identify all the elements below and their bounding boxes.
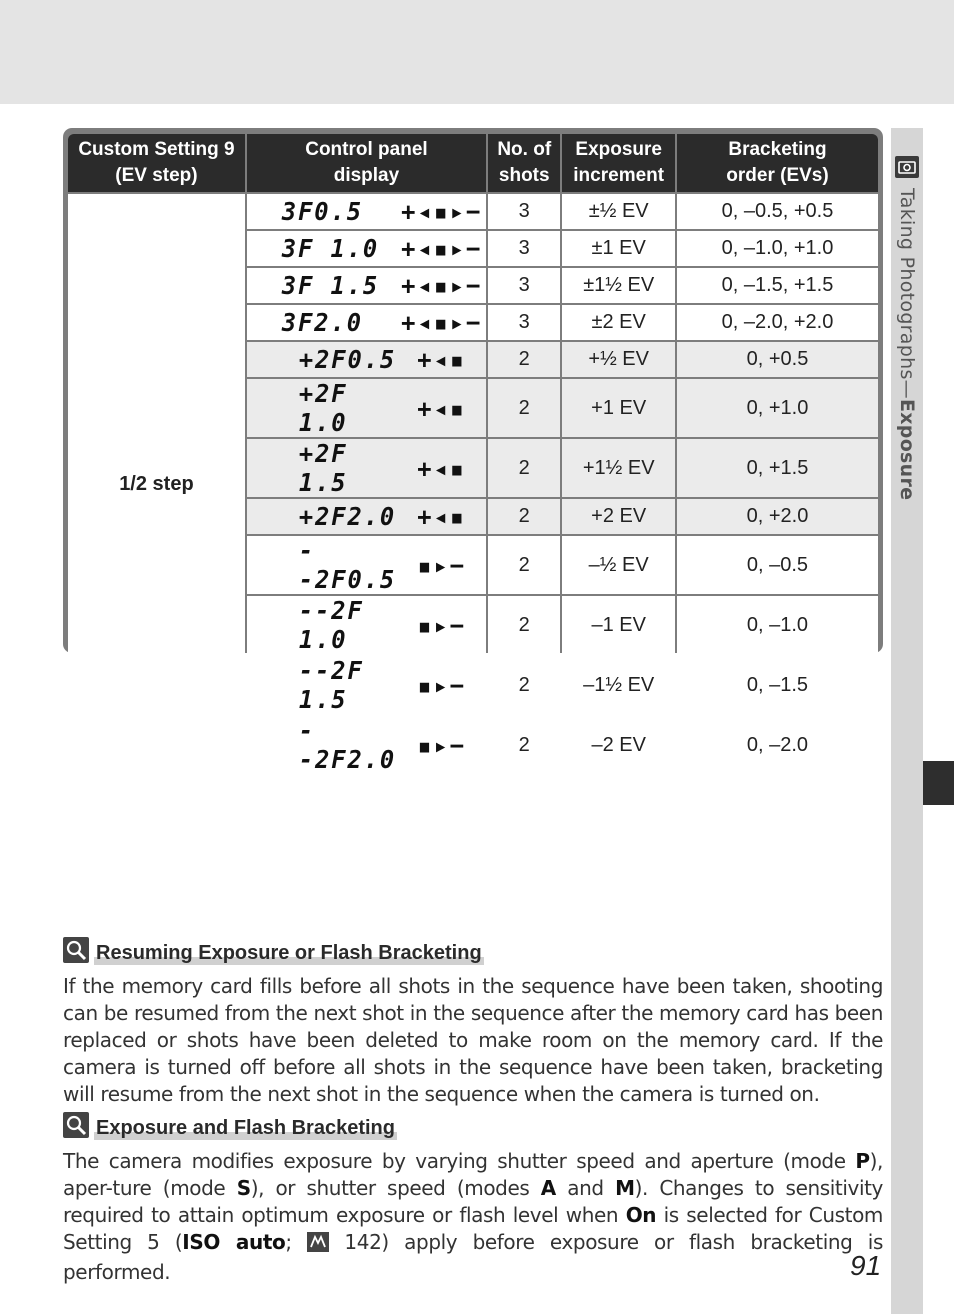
- bracket-indicator: ▪▸−: [417, 670, 466, 700]
- shots-cell: 3: [488, 268, 560, 303]
- increment-cell: +2 EV: [562, 499, 675, 534]
- increment-cell: –½ EV: [562, 536, 675, 594]
- increment-cell: +1 EV: [562, 379, 675, 437]
- note-title: Resuming Exposure or Flash Bracketing: [63, 937, 883, 969]
- lcd-display: 3F0.5 +◂▪▸−: [247, 194, 486, 229]
- lcd-display: --2F0.5 ▪▸−: [247, 536, 486, 594]
- bracket-indicator: +◂▪: [417, 393, 466, 423]
- shots-cell: 3: [488, 231, 560, 266]
- bracket-indicator: +◂▪: [417, 502, 466, 531]
- increment-cell: –1 EV: [562, 596, 675, 654]
- order-cell: 0, –1.0, +1.0: [677, 231, 878, 266]
- shots-cell: 2: [488, 716, 560, 774]
- lcd-display: 3F 1.0 +◂▪▸−: [247, 231, 486, 266]
- lcd-display: --2F2.0 ▪▸−: [247, 716, 486, 774]
- order-cell: 0, +1.5: [677, 439, 878, 497]
- top-band: [0, 0, 954, 104]
- shots-cell: 2: [488, 596, 560, 654]
- chapter-tab: [923, 761, 954, 805]
- note-body: If the memory card fills before all shots in the sequence have been taken, shooting can be resumed from the next shot in the sequence after the memory card has been replaced or shots have been deleted to make room on the memory card. If the camera is turned off before all shots in the sequence have been taken, bracketing will resume from the next shot in the sequence when the camera is turned on.: [63, 974, 883, 1106]
- increment-cell: ±2 EV: [562, 305, 675, 340]
- lcd-display: +2F2.0 +◂▪: [247, 499, 486, 534]
- order-cell: 0, –0.5: [677, 536, 878, 594]
- note-resuming-bracketing: [63, 937, 883, 1108]
- section-title-vertical: Taking Photographs—Exposure: [896, 188, 918, 501]
- order-cell: 0, –1.5: [677, 656, 878, 714]
- order-cell: 0, +1.0: [677, 379, 878, 437]
- magnifier-note-icon: [63, 937, 89, 969]
- lcd-display: 3F2.0 +◂▪▸−: [247, 305, 486, 340]
- header-order: Bracketing order (EVs): [677, 134, 878, 192]
- increment-cell: –2 EV: [562, 716, 675, 774]
- shots-cell: 2: [488, 379, 560, 437]
- bracket-indicator: +◂▪▸−: [400, 271, 482, 300]
- lcd-display: +2F 1.5 +◂▪: [247, 439, 486, 497]
- shots-cell: 2: [488, 499, 560, 534]
- page-number: 91: [850, 1250, 882, 1281]
- bracket-indicator: +◂▪▸−: [400, 197, 482, 226]
- shots-cell: 3: [488, 194, 560, 229]
- increment-cell: ±½ EV: [562, 194, 675, 229]
- note-exposure-flash-bracketing: [63, 1112, 883, 1286]
- increment-cell: –1½ EV: [562, 656, 675, 714]
- bracket-indicator: ▪▸−: [417, 610, 466, 640]
- magnifier-note-icon: [63, 1112, 89, 1144]
- note-body: The camera modifies exposure by varying shutter speed and aperture (mode P), aper-ture (mode S), or shutter speed (modes A and M). Changes to sensitivity required to attain optimum exposure or flash level when On is selected for Custom Setting 5 (ISO auto; 142) apply before exposure or flash bracketing is performed.: [63, 1149, 883, 1284]
- bracket-indicator: +◂▪▸−: [400, 308, 482, 337]
- order-cell: 0, –2.0, +2.0: [677, 305, 878, 340]
- bracket-indicator: +◂▪▸−: [400, 234, 482, 263]
- bracket-indicator: +◂▪: [417, 345, 466, 374]
- header-increment: Exposure increment: [562, 134, 675, 192]
- lcd-display: +2F 1.0 +◂▪: [247, 379, 486, 437]
- table-row: [68, 194, 878, 229]
- shots-cell: 3: [488, 305, 560, 340]
- order-cell: 0, –0.5, +0.5: [677, 194, 878, 229]
- lcd-display: --2F 1.0 ▪▸−: [247, 596, 486, 654]
- note-title: Exposure and Flash Bracketing: [63, 1112, 883, 1144]
- lcd-display: 3F 1.5 +◂▪▸−: [247, 268, 486, 303]
- bracket-indicator: ▪▸−: [417, 550, 466, 580]
- order-cell: 0, +0.5: [677, 342, 878, 377]
- order-cell: 0, –2.0: [677, 716, 878, 774]
- page-reference-icon: [307, 1232, 329, 1259]
- shots-cell: 2: [488, 439, 560, 497]
- table-header-row: [68, 134, 878, 192]
- lcd-display: --2F 1.5 ▪▸−: [247, 656, 486, 714]
- bracket-indicator: +◂▪: [417, 453, 466, 483]
- camera-icon: [895, 156, 919, 178]
- increment-cell: ±1½ EV: [562, 268, 675, 303]
- lcd-display: +2F0.5 +◂▪: [247, 342, 486, 377]
- increment-cell: ±1 EV: [562, 231, 675, 266]
- shots-cell: 2: [488, 342, 560, 377]
- header-custom-setting: Custom Setting 9 (EV step): [68, 134, 245, 192]
- order-cell: 0, –1.0: [677, 596, 878, 654]
- shots-cell: 2: [488, 656, 560, 714]
- increment-cell: +1½ EV: [562, 439, 675, 497]
- bracketing-table: [66, 132, 880, 776]
- header-control-panel: Control panel display: [247, 134, 486, 192]
- header-shots: No. of shots: [488, 134, 560, 192]
- increment-cell: +½ EV: [562, 342, 675, 377]
- bracket-indicator: ▪▸−: [417, 730, 466, 760]
- ev-step-cell: 1/2 step: [68, 194, 245, 774]
- order-cell: 0, +2.0: [677, 499, 878, 534]
- order-cell: 0, –1.5, +1.5: [677, 268, 878, 303]
- shots-cell: 2: [488, 536, 560, 594]
